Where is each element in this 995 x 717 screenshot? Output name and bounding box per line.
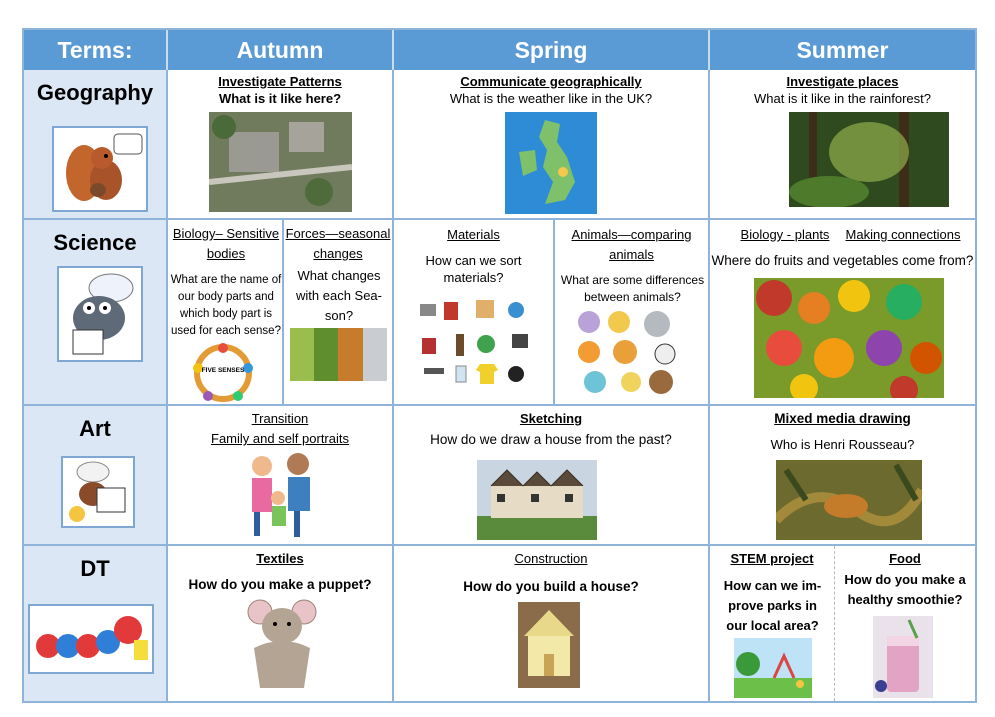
dt-spring — [394, 546, 710, 701]
fruits-vegetables-photo — [754, 278, 944, 398]
geography-autumn-title: Investigate Patterns — [218, 74, 342, 89]
geography-spring — [394, 70, 710, 220]
science-summer — [710, 220, 975, 406]
geography-summer — [710, 70, 975, 220]
dt-summer-a — [710, 546, 835, 701]
art-autumn — [168, 406, 394, 546]
caterpillar-mascot-image — [28, 604, 154, 674]
mouse-puppet-photo — [244, 598, 320, 688]
art-autumn-title1: Transition — [251, 411, 309, 426]
subject-geography-cell — [24, 70, 168, 220]
science-spring-b — [555, 220, 710, 406]
fly-mascot-image — [57, 266, 143, 362]
header-terms: Terms: — [24, 30, 168, 70]
science-spring-a-question: How can we sort materials? — [425, 253, 522, 285]
geography-spring-title: Communicate geographically — [460, 74, 642, 89]
art-spring-question: How do we draw a house from the past? — [430, 432, 672, 447]
geography-summer-title: Investigate places — [786, 74, 899, 89]
art-summer-title: Mixed media drawing — [774, 411, 911, 426]
dt-spring-question: How do you build a house? — [463, 579, 639, 594]
park-illustration — [734, 638, 812, 698]
dt-summer-b-title: Food — [889, 551, 921, 566]
art-summer-question: Who is Henri Rousseau? — [770, 437, 915, 452]
science-spring-a-title: Materials — [447, 227, 500, 242]
five-senses-label: FIVE SENSES — [201, 367, 245, 374]
science-autumn-b-title: Forces—seasonal changes — [285, 226, 391, 261]
rainforest-photo — [789, 112, 949, 207]
squirrel-mascot-image — [52, 126, 148, 212]
science-autumn-b-question: What changes with each Sea-son? — [296, 268, 382, 323]
subject-dt-cell — [24, 546, 168, 701]
uk-weather-map — [505, 112, 597, 214]
model-house-photo — [518, 602, 580, 688]
science-autumn-b — [284, 220, 394, 406]
rousseau-tiger-painting — [776, 460, 922, 540]
science-summer-question: Where do fruits and vegetables come from? — [711, 253, 974, 268]
header-autumn: Autumn — [168, 30, 394, 70]
subject-dt: DT — [80, 556, 110, 581]
seasons-trees-image — [290, 328, 387, 381]
dt-summer-a-question: How can we im-prove parks in our local area? — [723, 578, 822, 633]
geography-spring-question: What is the weather like in the UK? — [449, 91, 653, 106]
materials-objects-image — [416, 298, 546, 390]
subject-art: Art — [79, 416, 111, 441]
science-autumn-a-question: What are the name of our body parts and which body part is used for each sense? — [170, 274, 282, 337]
header-spring: Spring — [394, 30, 710, 70]
dt-summer-a-title: STEM project — [730, 551, 814, 566]
smoothie-photo — [873, 616, 933, 698]
geography-autumn-question: What is it like here? — [218, 91, 342, 106]
science-autumn-a — [168, 220, 284, 406]
science-summer-title1: Biology - plants — [740, 227, 830, 242]
animals-faces-image — [575, 310, 693, 396]
science-autumn-a-title: Biology– Sensitive bodies — [172, 226, 280, 261]
family-portrait-image — [240, 452, 322, 540]
aerial-town-photo — [209, 112, 352, 212]
art-summer — [710, 406, 975, 546]
art-spring-title: Sketching — [519, 411, 583, 426]
art-spring — [394, 406, 710, 546]
geography-summer-question: What is it like in the rainforest? — [753, 91, 932, 106]
subject-science: Science — [53, 230, 137, 255]
science-spring-b-question: What are some differences between animals? — [560, 273, 705, 304]
dt-spring-title: Construction — [514, 551, 588, 566]
science-summer-title2: Making connections — [845, 227, 961, 242]
science-spring-b-title: Animals—comparing animals — [571, 227, 692, 262]
art-autumn-title2: Family and self portraits — [211, 431, 349, 446]
dt-summer-b — [835, 546, 975, 701]
science-spring-a — [394, 220, 555, 406]
dt-autumn — [168, 546, 394, 701]
curriculum-table — [22, 28, 977, 703]
five-senses-image — [190, 342, 256, 404]
mosquito-mascot-image — [61, 456, 135, 528]
dt-autumn-question: How do you make a puppet? — [188, 577, 372, 592]
subject-geography: Geography — [36, 80, 154, 105]
dt-autumn-title: Textiles — [256, 551, 304, 566]
geography-autumn — [168, 70, 394, 220]
subject-science-cell — [24, 220, 168, 406]
dt-summer-b-question: How do you make a healthy smoothie? — [844, 572, 966, 607]
subject-art-cell — [24, 406, 168, 546]
tudor-house-photo — [477, 460, 597, 540]
header-summer: Summer — [710, 30, 975, 70]
